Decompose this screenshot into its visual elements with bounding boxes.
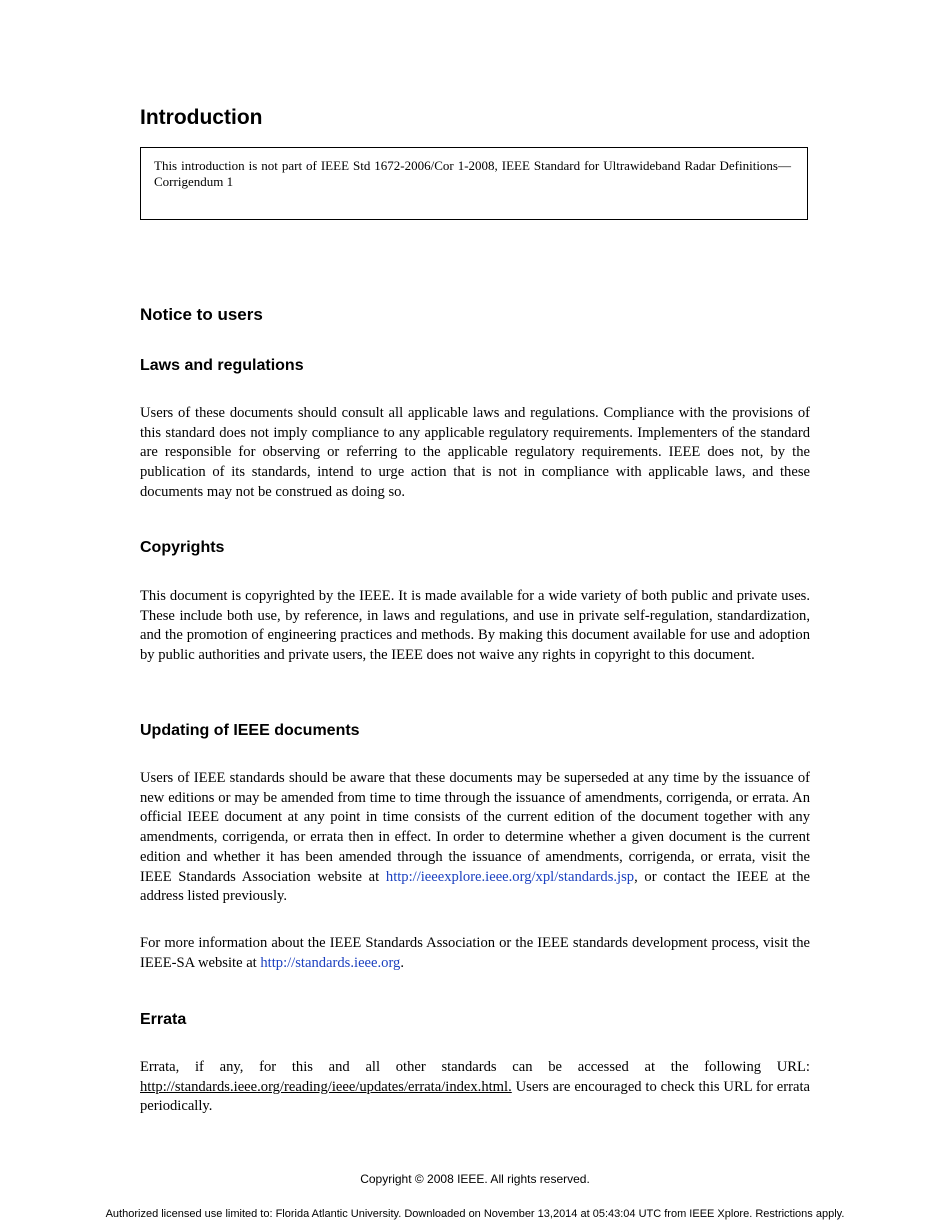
ieee-sa-link[interactable]: http://standards.ieee.org xyxy=(260,954,401,971)
footer-license: Authorized licensed use limited to: Florida Atlantic University. Downloaded on November 13,2014 at 05:43:04 UTC from IEEE Xplore. Restrictions apply. xyxy=(105,1208,845,1220)
updating-text: Users of IEEE standards should be aware that these documents may be superseded at any time by the issuance of new editions or may be amended from time to time through the issuance of amendments, corrigenda, or errata. An official IEEE document at any point in time consists of the current edition of the document together with any amendments, corrigenda, or errata then in effect. In order to determine whether a given document is the current edition and whether it has been amended through the issuance of amendments, corrigenda, or errata, visit the IEEE Standards Association website at xyxy=(140,770,810,885)
copyrights-paragraph: This document is copyrighted by the IEEE. It is made available for a wide variety of both public and private uses. These include both use, by reference, in laws and regulations, and use in private self-regulation, standardization, and the promotion of engineering practices and methods. By making this document available for use and adoption by public authorities and private users, the IEEE does not waive any rights in copyright to this document. xyxy=(140,588,810,664)
page-title: Introduction xyxy=(140,106,263,129)
updating-heading: Updating of IEEE documents xyxy=(140,722,360,739)
updating-text-end: , or contact the IEEE at the address listed previously. xyxy=(140,868,811,905)
notice-heading: Notice to users xyxy=(140,305,263,324)
errata-link[interactable]: http://standards.ieee.org/reading/ieee/updates/errata/index.html. xyxy=(140,1078,512,1095)
laws-paragraph: Users of these documents should consult all applicable laws and regulations. Compliance with the provisions of this standard does not imply compliance to any applicable regulatory requirements. Implementers of the standard are responsible for observing or referring to the applicable regulatory requirements. IEEE does not, by the publication of its standards, intend to urge action that is not in compliance with applicable laws, and these documents may not be construed as doing so. xyxy=(140,405,810,500)
more-info-text: For more information about the IEEE Standards Association or the IEEE standards development process, visit the IEEE-SA website at xyxy=(140,935,810,971)
standards-jsp-link[interactable]: http://ieeexplore.ieee.org/xpl/standards.jsp xyxy=(385,868,635,885)
more-info-paragraph xyxy=(140,934,810,973)
more-info-end: . xyxy=(400,954,404,971)
errata-heading: Errata xyxy=(140,1011,187,1028)
updating-paragraph xyxy=(140,769,810,907)
errata-paragraph xyxy=(140,1058,810,1117)
footer-copyright: Copyright © 2008 IEEE. All rights reserved. xyxy=(360,1172,590,1186)
laws-heading: Laws and regulations xyxy=(140,357,304,374)
errata-text-end: Users are encouraged to check this URL for errata periodically. xyxy=(140,1078,810,1115)
errata-text: Errata, if any, for this and all other standards can be accessed at the following URL: xyxy=(140,1059,810,1075)
copyrights-heading: Copyrights xyxy=(140,539,225,556)
intro-note-box: This introduction is not part of IEEE Std 1672-2006/Cor 1-2008, IEEE Standard for Ultrawideband Radar Definitions— Corrigendum 1 xyxy=(140,147,808,220)
